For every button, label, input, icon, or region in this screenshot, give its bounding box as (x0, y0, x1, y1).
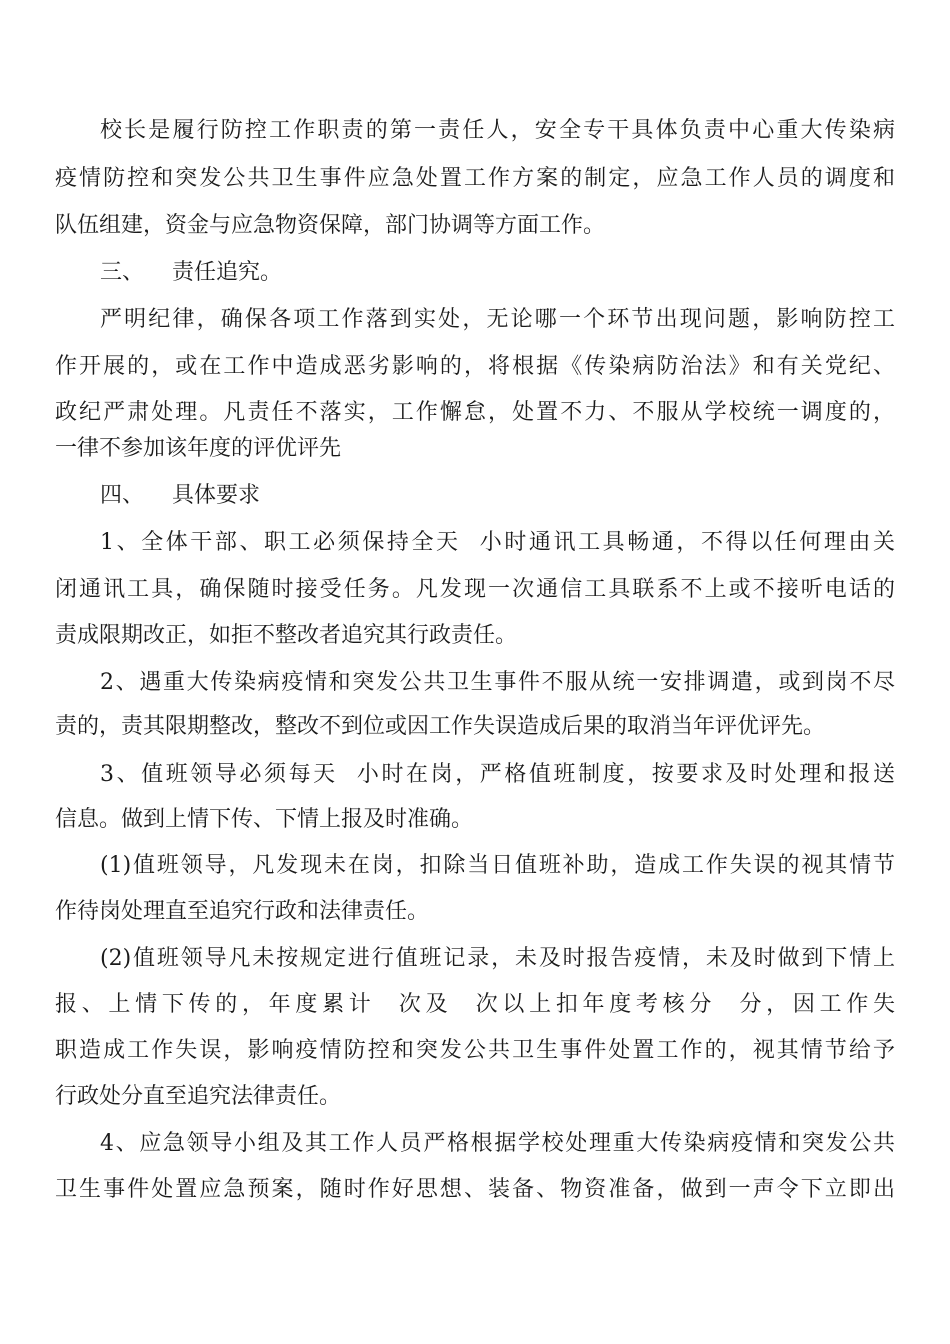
document-page: 校长是履行防控工作职责的第一责任人，安全专干具体负责中心重大传染病 疫情防控和突发公共卫生事件应急处置工作方案的制定，应急工作人员的调度和 队伍组建，资金与应急物资保障，部门协调等方面工作。 三、 责任追究。 严明纪律，确保各项工作落到实处，无论哪一个环节出现问题，影响防控工 作开展的，或在工作中造成恶劣影响的，将根据《传染病防治法》和有关党纪、 政纪严肃处理。凡责任不落实，工作懈怠，处置不力、不服从学校统一调度的， 一律不参加该年度的评优评先 四、 具体要求 1、全体干部、职工必须保持全天 小时通讯工具畅通，不得以任何理由关 闭通讯工具，确保随时接受任务。凡发现一次通信工具联系不上或不接听电话的 责成限期改正，如拒不整改者追究其行政责任。 2、遇重大传染病疫情和突发公共卫生事件不服从统一安排调遣，或到岗不尽 责的，责其限期整改，整改不到位或因工作失误造成后果的取消当年评优评先。 3、值班领导必须每天 小时在岗，严格值班制度，按要求及时处理和报送 信息。做到上情下传、下情上报及时准确。 (1)值班领导，凡发现未在岗，扣除当日值班补助，造成工作失误的视其情节 作待岗处理直至追究行政和法律责任。 (2)值班领导凡未按规定进行值班记录，未及时报告疫情，未及时做到下情上 报、上情下传的，年度累计 次及 次以上扣年度考核分 分，因工作失 职造成工作失误，影响疫情防控和突发公共卫生事件处置工作的，视其情节给予 行政处分直至追究法律责任。 4、应急领导小组及其工作人员严格根据学校处理重大传染病疫情和突发公共 卫生事件处置应急预案，随时作好思想、装备、物资准备，做到一声令下立即出 (55, 118, 895, 1202)
